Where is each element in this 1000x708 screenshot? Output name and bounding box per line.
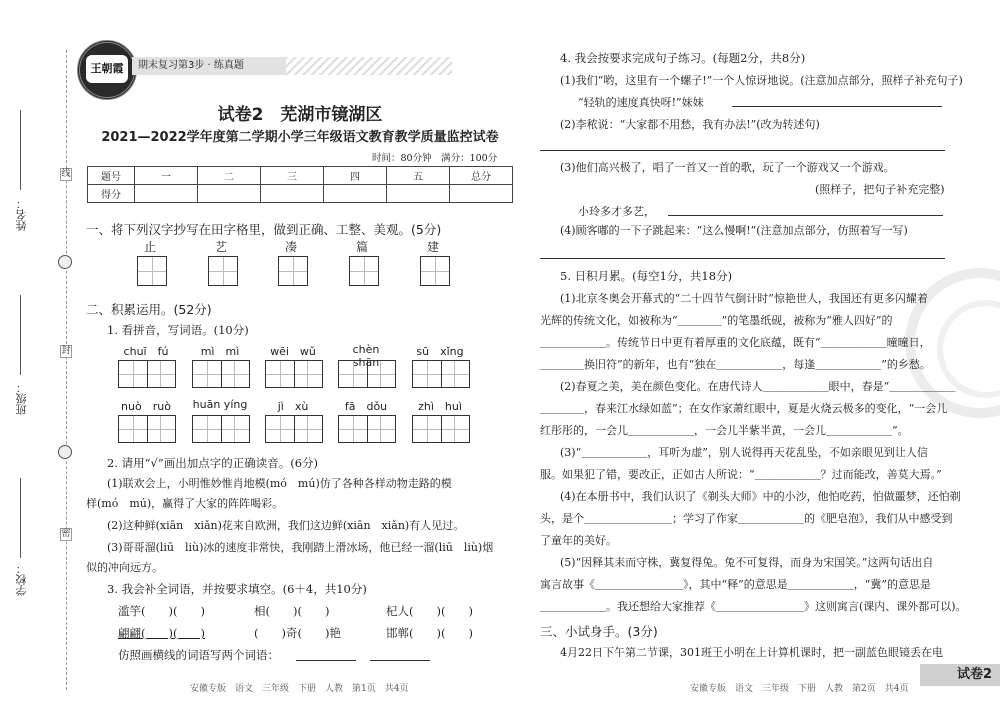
- binding-hole-2: [58, 445, 72, 459]
- pinyin: fā dǒu: [344, 400, 388, 413]
- question-2-3: 3. 我会补全词语，并按要求填空。(6＋4，共10分): [107, 582, 367, 596]
- banner-stripes: [286, 57, 452, 75]
- pinyin: jì xù: [277, 400, 309, 413]
- reading-line: ＿＿＿＿换旧符”的新年，也有“独在＿＿＿＿＿＿，每逢＿＿＿＿＿＿”的乡愁。: [540, 358, 931, 371]
- score-table: [87, 166, 513, 203]
- page-footer-right: 安徽专版 语文 三年级 下册 人教 第2页 共4页: [690, 684, 909, 694]
- score-header-cell: 题号: [88, 167, 135, 185]
- score-header-cell: 总分: [450, 167, 513, 185]
- score-header-cell: 二: [198, 167, 261, 185]
- copy-char: 篇: [356, 240, 369, 254]
- pinyin: nuò ruò: [121, 400, 171, 413]
- pinyin: wēi wǔ: [270, 345, 316, 358]
- copy-char: 凑: [285, 240, 298, 254]
- brand-logo: [77, 40, 137, 100]
- question-4: 4. 我会按要求完成句子练习。(每题2分，共8分): [560, 51, 806, 65]
- question-4-3-prompt: 小玲多才多艺，: [578, 205, 655, 218]
- idiom-blank[interactable]: 滥竽( )( ): [118, 604, 205, 618]
- writing-grid[interactable]: [208, 256, 238, 286]
- writing-grid[interactable]: [137, 256, 167, 286]
- question-4-3: (3)他们高兴极了，唱了一首又一首的歌，玩了一个游戏又一个游戏。: [560, 161, 895, 174]
- question-4-1-prompt: “轻轨的速度真快呀!”妹妹: [578, 96, 704, 109]
- pinyin: sū xǐng: [416, 345, 464, 358]
- reading-line: 寓言故事《＿＿＿＿＿＿＿＿》，其中“释”的意思是＿＿＿＿＿＿，“冀”的意思是: [540, 578, 931, 591]
- score-header-cell: 三: [261, 167, 324, 185]
- class-label: 班级：: [15, 382, 28, 415]
- binding-word-2: 封: [61, 346, 71, 356]
- pinyin: zhì huì: [418, 400, 462, 413]
- binding-hole-1: [58, 255, 72, 269]
- score-cell[interactable]: [198, 185, 261, 203]
- score-cell[interactable]: [450, 185, 513, 203]
- score-header-cell: 五: [387, 167, 450, 185]
- reading-line: (1)北京冬奥会开幕式的“二十四节气倒计时”惊艳世人，我国还有更多闪耀着: [560, 292, 928, 305]
- section-1-title: 一、将下列汉字抄写在田字格里，做到正确、工整、美观。(5分): [86, 222, 442, 237]
- exam-info: 时间：80分钟 满分：100分: [372, 153, 498, 164]
- word-grid[interactable]: [265, 360, 323, 388]
- copy-char: 建: [427, 240, 440, 254]
- word-grid[interactable]: [338, 415, 396, 443]
- answer-line[interactable]: [668, 215, 943, 216]
- binding-word-1: 线: [61, 169, 71, 179]
- question-2-2: 2. 请用“√”画出加点字的正确读音。(6分): [107, 456, 319, 470]
- reading-line: 服。如果犯了错，要改正，正如古人所说：“＿＿＿＿＿＿？过而能改，善莫大焉。”: [540, 468, 942, 481]
- writing-grid[interactable]: [278, 256, 308, 286]
- reading-line: ＿＿＿＿＿＿。我还想给大家推荐《＿＿＿＿＿＿＿＿》这则寓言(课内、课外都可以)。: [540, 600, 967, 613]
- reading-line: ＿＿＿＿＿＿。传统节日中更有着厚重的文化底蕴，既有“＿＿＿＿＿＿曈曈日，: [540, 336, 931, 349]
- word-grid[interactable]: [192, 415, 250, 443]
- score-cell[interactable]: [261, 185, 324, 203]
- paper-subtitle: 2021—2022学年度第二学期小学三年级语文教育教学质量监控试卷: [101, 130, 499, 145]
- name-label: 姓名：: [15, 198, 28, 231]
- reading-line: 样(mó mú)，赢得了大家的阵阵喝彩。: [86, 497, 284, 510]
- score-header-cell: 一: [135, 167, 198, 185]
- score-cell[interactable]: [387, 185, 450, 203]
- score-cell[interactable]: [324, 185, 387, 203]
- answer-line[interactable]: [540, 150, 945, 151]
- section-2-title: 二、积累运用。(52分): [86, 302, 212, 317]
- score-cell[interactable]: [135, 185, 198, 203]
- school-label: 学校：: [15, 563, 28, 596]
- score-row-label: 得分: [88, 185, 135, 203]
- binding-line: [66, 50, 67, 690]
- reading-line: (1)联欢会上，小明惟妙惟肖地模(mó mú)仿了各种各样动物走路的模: [107, 477, 452, 490]
- binding-word-3: 密: [61, 529, 71, 539]
- reading-line: (2)这种鲜(xiān xiǎn)花来自欧洲，我们这边鲜(xiān xiǎn)有人见过。: [107, 519, 465, 532]
- question-4-4: (4)顾客嘟的一下子跳起来：“这么慢啊!”(注意加点部分，仿照着写一写): [560, 224, 908, 237]
- word-grid[interactable]: [118, 415, 176, 443]
- pinyin: chuī fú: [123, 345, 169, 358]
- copy-char: 止: [144, 240, 157, 254]
- idiom-blank[interactable]: ( )奇( )艳: [254, 626, 341, 640]
- word-grid[interactable]: [338, 360, 396, 388]
- idiom-blank[interactable]: 翩翩( )( ): [118, 626, 205, 640]
- pinyin: chèn: [352, 343, 380, 356]
- reading-line: (3)“＿＿＿＿＿＿，耳听为虚”，别人说得再天花乱坠，不如亲眼见到让人信: [560, 446, 928, 459]
- idiom-blank[interactable]: 邯郸( )( ): [386, 626, 473, 640]
- pinyin: huān yíng: [192, 398, 248, 411]
- idiom-blank[interactable]: 相( )( ): [254, 604, 330, 618]
- question-4-1: (1)我们“哟，这里有一个螺子!”一个人惊讶地说。(注意加点部分，照样子补充句子): [560, 74, 963, 87]
- reading-line: 红彤彤的，一会儿＿＿＿＿＿＿，一会儿半紫半黄，一会儿＿＿＿＿＿＿”。: [540, 424, 909, 437]
- question-2-1: 1. 看拼音，写词语。(10分): [107, 323, 249, 337]
- reading-line: 了童年的美好。: [540, 534, 617, 547]
- paper-title: 试卷2 芜湖市镜湖区: [217, 105, 383, 125]
- reading-line: ＿＿＿＿，春来江水绿如蓝”；在女作家萧红眼中，夏是火烧云极多的变化，“一会儿: [540, 402, 948, 415]
- answer-line[interactable]: [732, 106, 942, 107]
- reading-line: 4月22日下午第二节课，301班王小明在上计算机课时，把一副蓝色眼镜丢在电: [560, 646, 943, 659]
- question-4-3-note: (照样子，把句子补充完整): [815, 183, 945, 196]
- reading-line: (3)哥哥溜(liū liù)冰的速度非常快，我刚踏上滑冰场，他已经一溜(liū liù)烟: [107, 541, 494, 554]
- word-grid[interactable]: [412, 360, 470, 388]
- score-header-cell: 四: [324, 167, 387, 185]
- reading-line: (5)“因释其耒而守株，冀复得兔。兔不可复得，而身为宋国笑。”这两句话出自: [560, 556, 934, 569]
- section-3-title: 三、小试身手。(3分): [540, 624, 658, 639]
- answer-line[interactable]: [370, 660, 430, 661]
- question-4-2: (2)李秾说：“大家都不用愁，我有办法!”(改为转述句): [560, 118, 820, 131]
- review-banner: 期末复习第3步 · 练真题: [132, 57, 286, 75]
- answer-line[interactable]: [296, 660, 356, 661]
- writing-grid[interactable]: [349, 256, 379, 286]
- class-field[interactable]: [20, 295, 21, 375]
- school-field[interactable]: [20, 478, 21, 558]
- name-field[interactable]: [20, 110, 21, 190]
- reading-line: (2)春夏之美，美在颜色变化。在唐代诗人＿＿＿＿＿＿眼中，春是“＿＿＿＿＿＿: [560, 380, 956, 393]
- word-grid[interactable]: [118, 360, 176, 388]
- pinyin: mì mì: [200, 345, 240, 358]
- word-grid[interactable]: [192, 360, 250, 388]
- idiom-blank[interactable]: 杞人( )( ): [386, 604, 473, 618]
- page-footer-left: 安徽专版 语文 三年级 下册 人教 第1页 共4页: [190, 684, 409, 694]
- reading-line: (4)在本册书中，我们认识了《剃头大师》中的小沙，他怕吃药，怕做噩梦，还怕剃: [560, 490, 961, 503]
- reading-line: 头，是个＿＿＿＿＿＿＿＿；学习了作家＿＿＿＿＿＿的《肥皂泡》，我们从中感受到: [540, 512, 953, 525]
- paper-tag: 试卷2: [920, 664, 1000, 686]
- question-5: 5. 日积月累。(每空1分，共18分): [560, 269, 733, 283]
- word-grid[interactable]: [265, 415, 323, 443]
- answer-line[interactable]: [540, 258, 945, 259]
- reading-line: 似的冲向远方。: [86, 561, 163, 574]
- copy-char: 艺: [215, 240, 228, 254]
- writing-grid[interactable]: [420, 256, 450, 286]
- word-grid[interactable]: [412, 415, 470, 443]
- logo-text: 王朝霞: [86, 55, 128, 83]
- reading-line: 光辉的传统文化，如被称为“＿＿＿＿”的笔墨纸砚，被称为“雅人四好”的: [540, 314, 893, 327]
- question-2-3-tail: 仿照画横线的词语写两个词语：: [118, 648, 279, 662]
